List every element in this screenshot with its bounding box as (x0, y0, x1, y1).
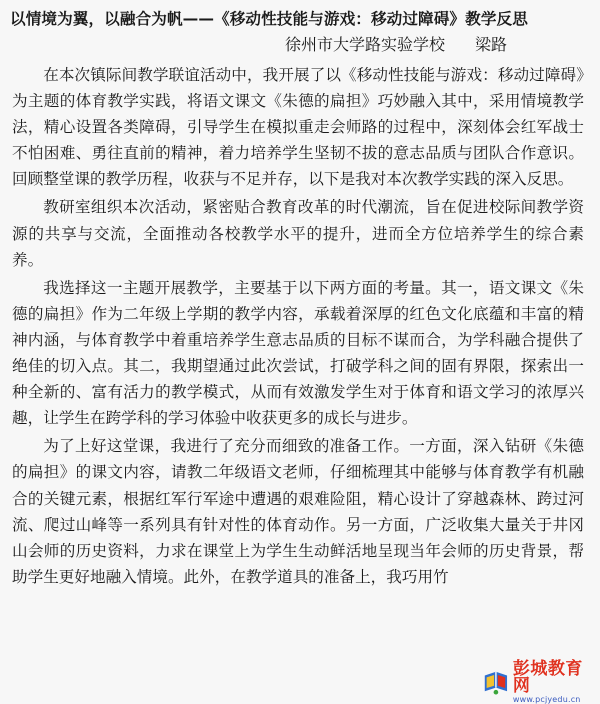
article-body (12, 62, 584, 592)
watermark-name: 彭城教育网 (512, 658, 583, 696)
byline (285, 34, 507, 56)
book-logo-icon (482, 667, 510, 697)
author-name: 梁路 (475, 35, 508, 54)
school-name: 徐州市大学路实验学校 (285, 35, 446, 54)
watermark-text (512, 658, 594, 704)
paragraph-1: 在本次镇际间教学联谊活动中，我开展了以《移动性技能与游戏：移动过障碍》为主题的体育教学实践，将语文课文《朱德的扁担》巧妙融入其中，采用情境教学法，精心设置各类障碍，引导学生在模拟重走会师路的过程中，深刻体会红军战士不怕困难、勇往直前的精神，着力培养学生坚韧不拔的意志品质与团队合作意识。回顾整堂课的教学历程，收获与不足并存，以下是我对本次教学实践的深入反思。 (12, 66, 584, 189)
watermark-url: www.pcjyedu.cn (512, 694, 581, 704)
site-watermark (482, 658, 594, 704)
paragraph-3: 我选择这一主题开展教学，主要基于以下两方面的考量。其一，语文课文《朱德的扁担》作为二年级上学期的教学内容，承载着深厚的红色文化底蕴和丰富的精神内涵，与体育教学中着重培养学生意志品质的目标不谋而合，为学科融合提供了绝佳的切入点。其二，我期望通过此次尝试，打破学科之间的固有界限，探索出一种全新的、富有活力的教学模式，从而有效激发学生对于体育和语文学习的浓厚兴趣，让学生在跨学科的学习体验中收获更多的成长与进步。 (12, 278, 584, 428)
document-title: 以情境为翼，以融合为帆——《移动性技能与游戏：移动过障碍》教学反思 (10, 10, 528, 28)
paragraph-2: 教研室组织本次活动，紧密贴合教育改革的时代潮流，旨在促进校际间教学资源的共享与交流，全面推动各校教学水平的提升，进而全方位培养学生的综合素养。 (12, 198, 584, 269)
paragraph-4: 为了上好这堂课，我进行了充分而细致的准备工作。一方面，深入钻研《朱德的扁担》的课文内容，请教二年级语文老师，仔细梳理其中能够与体育教学有机融合的关键元素，根据红军行军途中遭遇的艰难险阻，精心设计了穿越森林、跨过河流、爬过山峰等一系列具有针对性的体育动作。另一方面，广泛收集大量关于井冈山会师的历史资料，力求在课堂上为学生生动鲜活地呈现当年会师的历史背景，帮助学生更好地融入情境。此外，在教学道具的准备上，我巧用竹 (12, 437, 584, 586)
